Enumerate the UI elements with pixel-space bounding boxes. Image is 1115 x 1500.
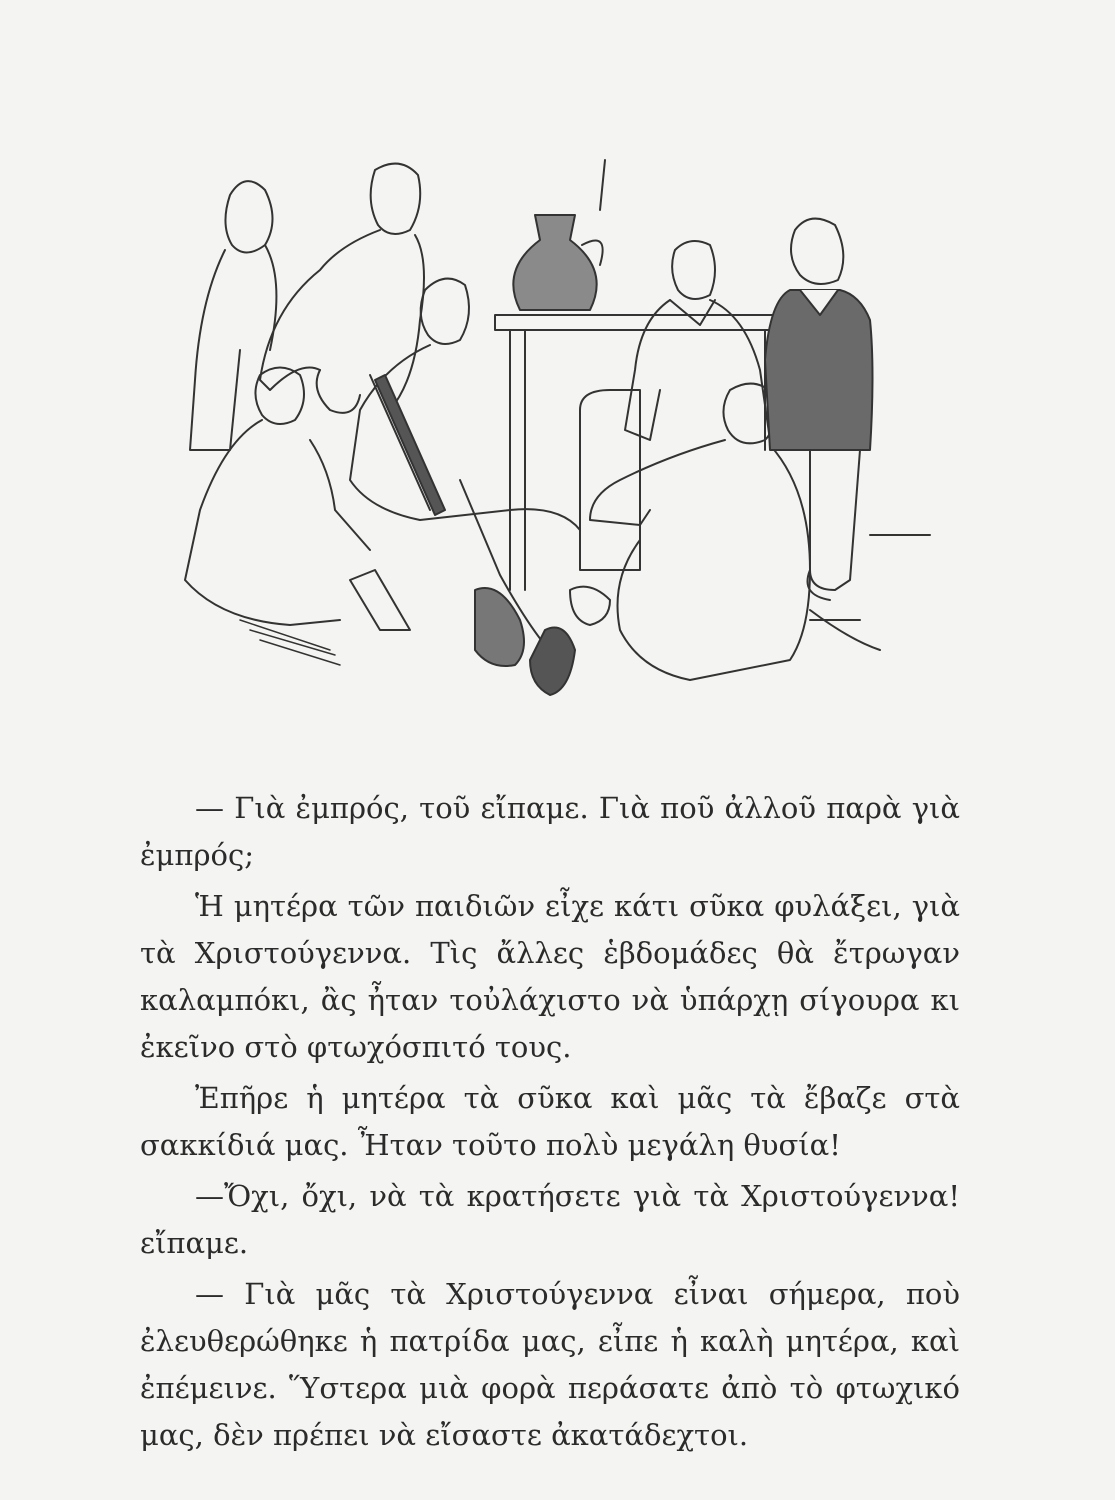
jug-shape bbox=[513, 160, 605, 310]
figure-standing-man bbox=[260, 164, 424, 413]
figure-seated-rifle bbox=[350, 279, 580, 695]
armchair-shape bbox=[580, 390, 640, 570]
illustration-family-by-fireplace bbox=[170, 150, 950, 730]
figure-boy-light-sweater bbox=[625, 241, 770, 440]
figure-cloaked bbox=[190, 181, 276, 450]
body-text bbox=[140, 785, 960, 1463]
paragraph-1: — Γιὰ ἐμπρός, τοῦ εἴπαμε. Γιὰ ποῦ ἀλλοῦ παρὰ γιὰ ἐμπρός; bbox=[140, 791, 960, 872]
paragraph-2: Ἡ μητέρα τῶν παιδιῶν εἶχε κάτι σῦκα φυλάξει, γιὰ τὰ Χριστούγεννα. Τὶς ἄλλες ἑβδομάδες θὰ ἔτρωγαν καλαμπόκι, ἂς ἦταν τοὐλάχιστο νὰ ὑπάρχῃ σίγουρα κι ἐκεῖνο στὸ φτωχόσπιτό τους. bbox=[140, 889, 960, 1064]
figure-boy-dark-jacket bbox=[765, 219, 873, 600]
paragraph-3: Ἐπῆρε ἡ μητέρα τὰ σῦκα καὶ μᾶς τὰ ἔβαζε στὰ σακκίδιά μας. Ἦταν τοῦτο πολὺ μεγάλη θυσία! bbox=[140, 1081, 960, 1162]
paragraph-4: —Ὄχι, ὄχι, νὰ τὰ κρατήσετε γιὰ τὰ Χριστούγεννα! εἴπαμε. bbox=[140, 1179, 960, 1260]
figure-child-seated bbox=[185, 368, 410, 666]
paragraph-5: — Γιὰ μᾶς τὰ Χριστούγεννα εἶναι σήμερα, ποὺ ἐλευθερώθηκε ἡ πατρίδα μας, εἶπε ἡ καλὴ μητέρα, καὶ ἐπέμεινε. Ὕστερα μιὰ φορὰ περάσατε ἀπὸ τὸ φτωχικό μας, δὲν πρέπει νὰ εἴσαστε ἀκατάδεχτοι. bbox=[140, 1277, 960, 1452]
